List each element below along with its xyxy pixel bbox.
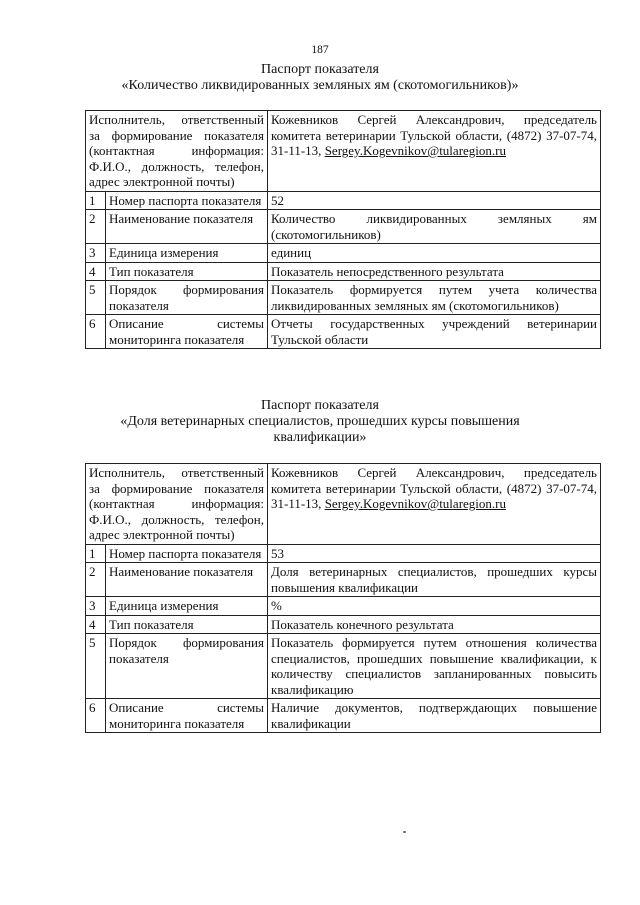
- passport-title: [60, 398, 580, 446]
- row-label: Описание системы мониторинга показателя: [106, 699, 268, 733]
- row-label: Тип показателя: [106, 615, 268, 634]
- responsible-contact: Кожевников Сергей Александрович, председатель комитета ветеринарии Тульской области, (4872) 37-07-74, 31-11-13,: [271, 465, 597, 511]
- row-value: Доля ветеринарных специалистов, прошедших курсы повышения квалификации: [268, 563, 601, 597]
- passport-title-line: Паспорт показателя: [261, 398, 379, 413]
- row-label: Порядок формирования показателя: [106, 281, 268, 315]
- responsible-label: Исполнитель, ответственный за формирование показателя (контактная информация: Ф.И.О., должность, телефон, адрес электронной почты): [89, 465, 264, 542]
- row-number: 5: [86, 634, 106, 699]
- row-number: 1: [86, 544, 106, 563]
- row-value: единиц: [268, 244, 601, 263]
- row-number: 5: [86, 281, 106, 315]
- responsible-value-cell: [268, 111, 601, 192]
- row-number: 2: [86, 563, 106, 597]
- row-number: 4: [86, 262, 106, 281]
- row-value: %: [268, 597, 601, 616]
- passport-title-line: квалификации»: [273, 430, 367, 445]
- email-link[interactable]: Sergey.Kogevnikov@tularegion.ru: [324, 143, 506, 158]
- scan-speck: [403, 831, 406, 833]
- row-label: Наименование показателя: [106, 210, 268, 244]
- row-number: 2: [86, 210, 106, 244]
- row-label: Номер паспорта показателя: [106, 544, 268, 563]
- row-number: 3: [86, 244, 106, 263]
- row-value: Показатель конечного результата: [268, 615, 601, 634]
- responsible-label-cell: [86, 111, 268, 192]
- passport-title-line: «Доля ветеринарных специалистов, прошедших курсы повышения: [120, 414, 520, 429]
- row-number: 6: [86, 315, 106, 349]
- row-value: Отчеты государственных учреждений ветеринарии Тульской области: [268, 315, 601, 349]
- page-number: 187: [311, 44, 329, 56]
- table-row: [86, 563, 601, 597]
- row-label: Тип показателя: [106, 262, 268, 281]
- table-row: [86, 615, 601, 634]
- row-value: Показатель формируется путем учета количества ликвидированных земляных ям (скотомогильников): [268, 281, 601, 315]
- row-label: Единица измерения: [106, 244, 268, 263]
- row-value: Количество ликвидированных земляных ям (скотомогильников): [268, 210, 601, 244]
- passport-table: [85, 463, 601, 733]
- responsible-contact: Кожевников Сергей Александрович, председатель комитета ветеринарии Тульской области, (4872) 37-07-74, 31-11-13,: [271, 112, 597, 158]
- row-label: Описание системы мониторинга показателя: [106, 315, 268, 349]
- responsible-label-cell: [86, 464, 268, 545]
- passport-title: [60, 62, 580, 94]
- row-value: 53: [268, 544, 601, 563]
- table-row: [86, 315, 601, 349]
- table-row: [86, 281, 601, 315]
- table-row: [86, 262, 601, 281]
- row-number: 3: [86, 597, 106, 616]
- responsible-value-cell: [268, 464, 601, 545]
- table-row: [86, 210, 601, 244]
- table-row: [86, 634, 601, 699]
- responsible-label: Исполнитель, ответственный за формирование показателя (контактная информация: Ф.И.О., должность, телефон, адрес электронной почты): [89, 112, 264, 189]
- table-row: [86, 111, 601, 192]
- passport-title-line: Паспорт показателя: [261, 62, 379, 77]
- table-row: [86, 597, 601, 616]
- row-number: 4: [86, 615, 106, 634]
- passport-title-line: «Количество ликвидированных земляных ям (скотомогильников)»: [121, 78, 519, 93]
- row-value: 52: [268, 191, 601, 210]
- email-link[interactable]: Sergey.Kogevnikov@tularegion.ru: [324, 496, 506, 511]
- table-row: [86, 244, 601, 263]
- table-row: [86, 464, 601, 545]
- row-value: Наличие документов, подтверждающих повышение квалификации: [268, 699, 601, 733]
- table-row: [86, 191, 601, 210]
- row-number: 6: [86, 699, 106, 733]
- row-label: Номер паспорта показателя: [106, 191, 268, 210]
- table-row: [86, 544, 601, 563]
- row-value: Показатель формируется путем отношения количества специалистов, прошедших повышение квалификации, к количеству специалистов запланированных повысить квалификацию: [268, 634, 601, 699]
- row-label: Наименование показателя: [106, 563, 268, 597]
- row-label: Порядок формирования показателя: [106, 634, 268, 699]
- row-value: Показатель непосредственного результата: [268, 262, 601, 281]
- passport-table: [85, 110, 601, 349]
- row-number: 1: [86, 191, 106, 210]
- table-row: [86, 699, 601, 733]
- row-label: Единица измерения: [106, 597, 268, 616]
